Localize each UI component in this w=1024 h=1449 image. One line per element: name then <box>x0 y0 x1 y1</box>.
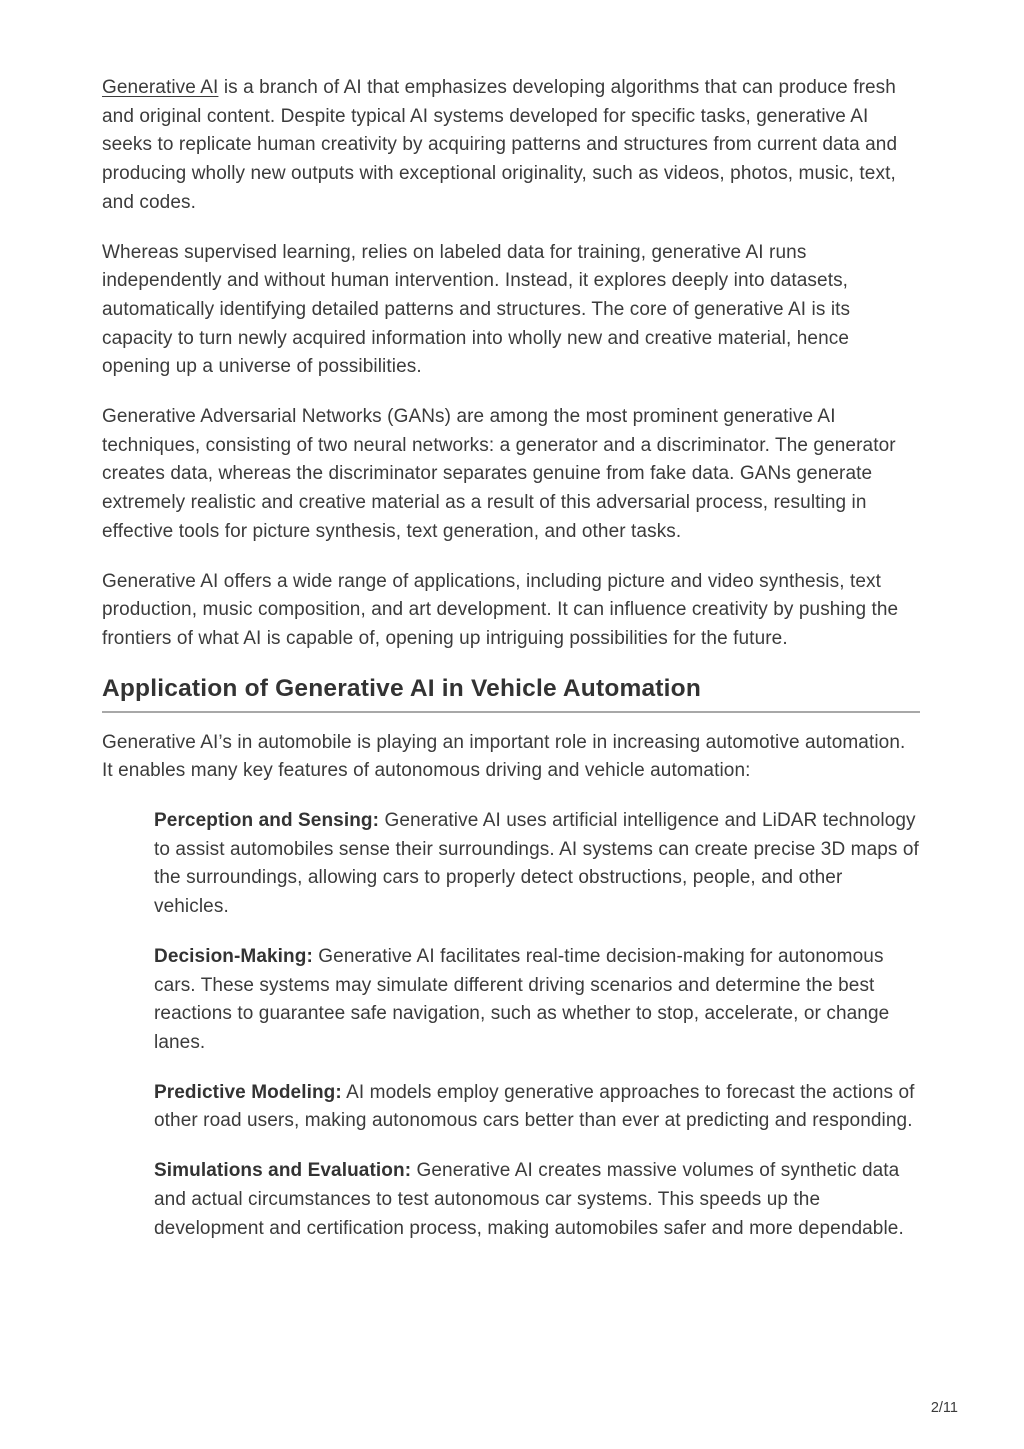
list-item-text: AI models employ generative approaches to forecast the actions of other road users, making autonomous cars better than ever at predicting and responding. <box>154 1081 915 1132</box>
list-item-text: Generative AI facilitates real-time decision-making for autonomous cars. These systems may simulate different driving scenarios and determine the best reactions to guarantee safe navigation, such as whether to stop, accelerate, or change lanes. <box>154 945 890 1053</box>
article-content <box>102 74 920 1264</box>
section-lead-paragraph: Generative AI’s in automobile is playing an important role in increasing automotive automation. It enables many key features of autonomous driving and vehicle automation: <box>102 731 906 782</box>
intro-paragraph-2: Whereas supervised learning, relies on labeled data for training, generative AI runs independently and without human intervention. Instead, it explores deeply into datasets, automatically identifying detailed patterns and structures. The core of generative AI is its capacity to turn newly acquired information into wholly new and creative material, hence opening up a universe of possibilities. <box>102 241 851 378</box>
list-item-label: Predictive Modeling: <box>154 1081 342 1103</box>
intro-paragraph-4: Generative AI offers a wide range of applications, including picture and video synthesis, text production, music composition, and art development. It can influence creativity by pushing the frontiers of what AI is capable of, opening up intriguing possibilities for the future. <box>102 570 899 649</box>
list-item-text: Generative AI uses artificial intelligence and LiDAR technology to assist automobiles sense their surroundings. AI systems can create precise 3D maps of the surroundings, allowing cars to properly detect obstructions, people, and other vehicles. <box>154 810 919 918</box>
page-number-indicator: 2/11 <box>930 1400 958 1416</box>
list-item-predictive-modeling <box>154 1079 920 1136</box>
intro-paragraph-3: Generative Adversarial Networks (GANs) are among the most prominent generative AI techniques, consisting of two neural networks: a generator and a discriminator. The generator creates data, whereas the discriminator separates genuine from fake data. GANs generate extremely realistic and creative material as a result of this adversarial process, resulting in effective tools for picture synthesis, text generation, and other tasks. <box>102 406 896 542</box>
list-item-label: Perception and Sensing: <box>154 810 380 832</box>
list-item-label: Simulations and Evaluation: <box>154 1160 412 1182</box>
list-item-perception <box>154 807 920 922</box>
intro-paragraph-1 <box>102 74 920 218</box>
list-item-decision-making <box>154 943 920 1058</box>
list-item-text: Generative AI creates massive volumes of synthetic data and actual circumstances to test autonomous car systems. This speeds up the development and certification process, making automobiles safer and more dependable. <box>154 1160 904 1239</box>
heading-rule <box>102 711 920 713</box>
generative-ai-link[interactable]: Generative AI <box>102 77 219 98</box>
list-item-label: Decision-Making: <box>154 945 313 967</box>
intro-paragraph-1-text: is a branch of AI that emphasizes developing algorithms that can produce fresh and original content. Despite typical AI systems developed for specific tasks, generative AI seeks to replicate human creativity by acquiring patterns and structures from current data and producing wholly new outputs with exceptional originality, such as videos, photos, music, text, and codes. <box>102 77 898 213</box>
list-item-simulations-evaluation <box>154 1157 920 1243</box>
section-heading: Application of Generative AI in Vehicle Automation <box>102 674 701 702</box>
